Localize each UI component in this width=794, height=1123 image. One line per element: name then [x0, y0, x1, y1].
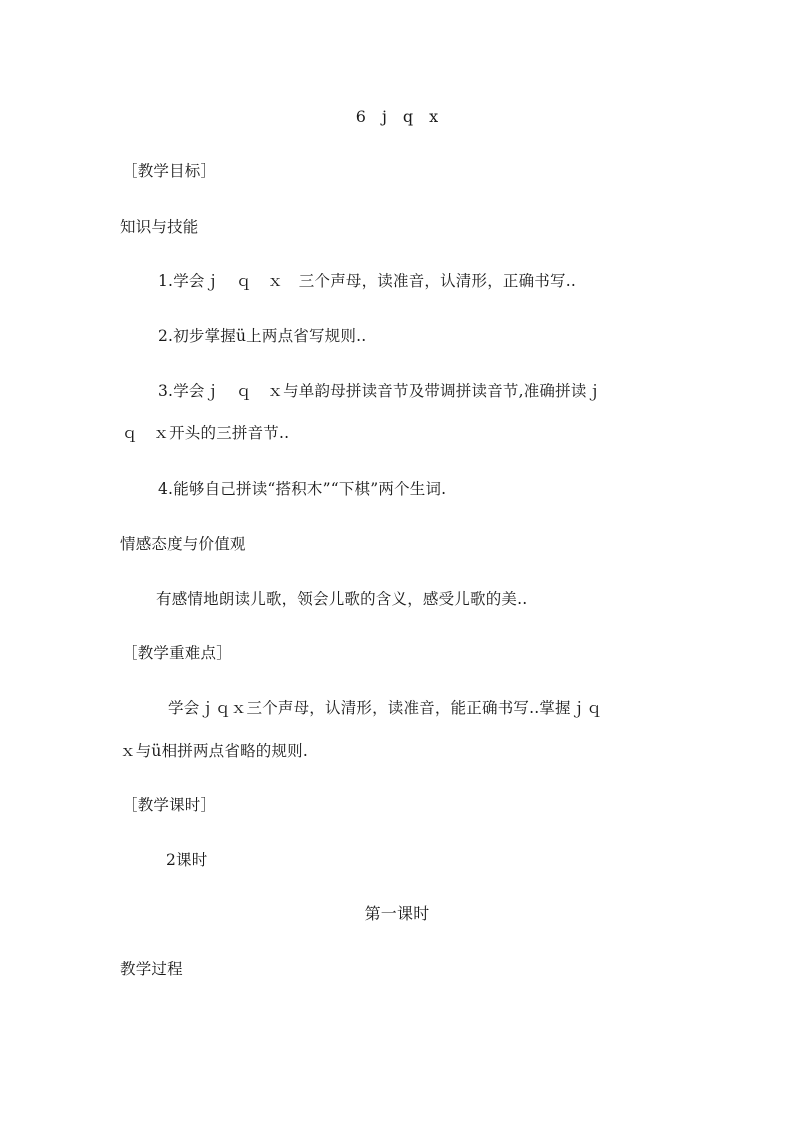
lesson-heading: 第一课时: [364, 904, 430, 923]
hours-heading: ［教学课时］: [122, 796, 217, 814]
objective-item-3: 3.学会ｊ ｑ ｘ与单韵母拼读音节及带调拼读音节,准确拼读ｊ: [158, 382, 603, 400]
key-points-text-line1: 学会ｊｑｘ三个声母，认清形，读准音，能正确书写..掌握ｊｑ: [168, 699, 603, 717]
process-heading: 教学过程: [120, 960, 183, 978]
knowledge-heading: 知识与技能: [120, 218, 199, 236]
objective-item-3-continued: ｑ ｘ开头的三拼音节..: [122, 424, 290, 442]
objective-item-4: 4.能够自己拼读“搭积木”“下棋”两个生词.: [158, 480, 447, 498]
hours-text: 2课时: [166, 851, 208, 869]
document-title: 6 j q x: [355, 107, 439, 126]
objectives-heading: ［教学目标］: [122, 162, 217, 180]
key-points-text-line2: ｘ与ü相拼两点省略的规则.: [120, 742, 309, 760]
key-points-heading: ［教学重难点］: [122, 644, 232, 662]
objective-item-1: 1.学会ｊ ｑ ｘ 三个声母，读准音，认清形，正确书写..: [158, 272, 576, 290]
objective-item-2: 2.初步掌握ü上两点省写规则..: [158, 327, 367, 345]
emotion-text: 有感情地朗读儿歌，领会儿歌的含义，感受儿歌的美..: [156, 590, 528, 608]
emotion-heading: 情感态度与价值观: [120, 535, 246, 553]
